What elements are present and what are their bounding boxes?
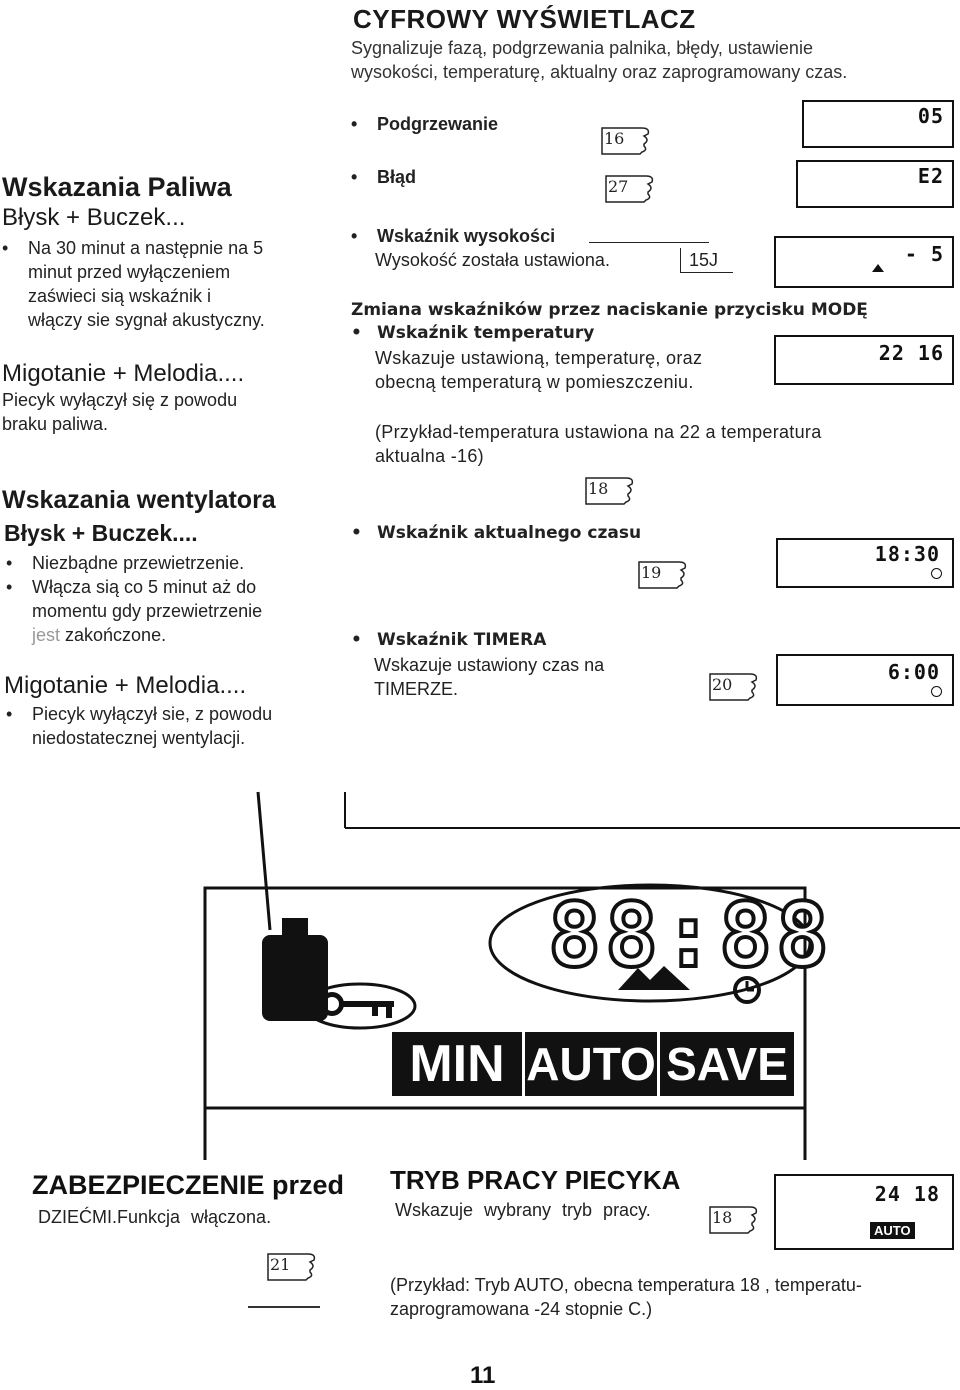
clock-icon [931, 568, 942, 579]
figure-ref-19: 19 [637, 558, 691, 592]
figure-ref-21: 21 [266, 1250, 320, 1284]
fuel-subtitle: Błysk + Buczek... [2, 204, 186, 231]
lcd-error: E2 [796, 160, 954, 208]
display-panel [0, 780, 960, 1160]
fuel-title: Wskazania Paliwa [2, 172, 232, 202]
timer-item: • Wskaźnik TIMERA [351, 630, 547, 650]
page-number: 11 [470, 1362, 496, 1389]
temp-item: • Wskaźnik temperatury [351, 323, 595, 343]
bullet-icon: • [351, 114, 358, 134]
lcd-mode: 24 18 AUTO [774, 1174, 954, 1250]
temp-text: Wskazuje ustawioną, temperaturę, oraz obecną temperaturą w pomieszczeniu. [375, 348, 703, 392]
header-line-2: wysokości, temperaturę, aktualny oraz zaprogramowany czas. [351, 62, 848, 82]
figure-ref-18: 18 [584, 474, 638, 508]
auto-badge: AUTO [870, 1222, 915, 1239]
altitude-desc: Wysokość została ustawiona. [375, 250, 610, 270]
lcd-clock: 18:30 [776, 538, 954, 588]
key-tooth [372, 1006, 378, 1016]
mode-title: TRYB PRACY PIECYKA [390, 1165, 681, 1195]
altitude-item: • Wskaźnik wysokości [351, 226, 556, 246]
bullet-icon: • [6, 704, 13, 724]
label-auto: AUTO [525, 1032, 657, 1096]
fuel-bullet: • Na 30 minut a następnie na 5 minut przed wyłączeniem zaświeci sią wskaźnik i włączy sie sygnał akustyczny. [2, 238, 265, 330]
divider [248, 1306, 320, 1308]
lcd-timer: 6:00 [776, 654, 954, 706]
lcd-preheat: 05 [802, 100, 954, 148]
fan-subtitle: Błysk + Buczek.... [4, 520, 198, 546]
temp-example: (Przykład-temperatura ustawiona na 22 a temperatura aktualna -16) [375, 422, 822, 466]
mode-example: (Przykład: Tryb AUTO, obecna temperatura 18 , temperatu- zaprogramowana -24 stopnie C.) [390, 1275, 862, 1319]
fan-title: Wskazania wentylatora [2, 486, 276, 514]
lcd-temperature: 22 16 [774, 335, 954, 385]
fuel-melody-text: Piecyk wyłączył się z powodu braku paliwa. [2, 390, 238, 434]
mountain-icon [872, 264, 884, 272]
error-item: • Błąd [351, 167, 417, 187]
mode-heading: Zmiana wskaźników przez naciskanie przycisku MODĘ [351, 300, 868, 320]
fan-melody: Migotanie + Melodia.... [4, 672, 247, 699]
bullet-icon: • [351, 323, 362, 343]
mode-sub: Wskazuje wybrany tryb pracy. [395, 1200, 651, 1220]
figure-ref-18b: 18 [708, 1203, 762, 1237]
header-line-1: Sygnalizuje fazą, podgrzewania palnika, błędy, ustawienie [351, 38, 813, 58]
altitude-leader-line [589, 242, 709, 243]
bullet-icon: • [2, 238, 9, 258]
fuel-melody: Migotanie + Melodia.... [2, 360, 245, 387]
altitude-ref: 15J [680, 248, 733, 273]
figure-ref-27: 27 [604, 172, 658, 206]
clock-item: • Wskaźnik aktualnego czasu [351, 523, 642, 543]
child-lock-sub: DZIEĆMI.Funkcja włączona. [38, 1207, 272, 1227]
key-icon [320, 992, 344, 1016]
fan-bullets: • Niezbądne przewietrzenie. • Włącza sią co 5 minut aż do momentu gdy przewietrzenie jest zakończone. [6, 553, 263, 645]
bullet-icon: • [351, 167, 358, 187]
page-title: CYFROWY WYŚWIETLACZ [353, 4, 696, 34]
bullet-icon: • [6, 577, 13, 597]
bullet-icon: • [351, 630, 362, 650]
figure-ref-20: 20 [708, 670, 762, 704]
bullet-icon: • [351, 226, 358, 246]
figure-ref-16: 16 [600, 124, 654, 158]
key-tooth [386, 1006, 392, 1018]
lcd-altitude: - 5 [774, 236, 954, 288]
panel-digits: 88:88 [548, 884, 833, 987]
timer-text: Wskazuje ustawiony czas na TIMERZE. [374, 655, 605, 699]
fan-melody-text: • Piecyk wyłączył sie, z powodu niedostatecznej wentylacji. [6, 704, 273, 748]
clock-icon [931, 686, 942, 697]
preheat-item: • Podgrzewanie [351, 114, 499, 134]
label-min: MIN [392, 1032, 522, 1096]
bullet-icon: • [351, 523, 362, 543]
bullet-icon: • [6, 553, 13, 573]
child-lock-title: ZABEZPIECZENIE przed [32, 1170, 345, 1200]
label-save: SAVE [660, 1032, 794, 1096]
